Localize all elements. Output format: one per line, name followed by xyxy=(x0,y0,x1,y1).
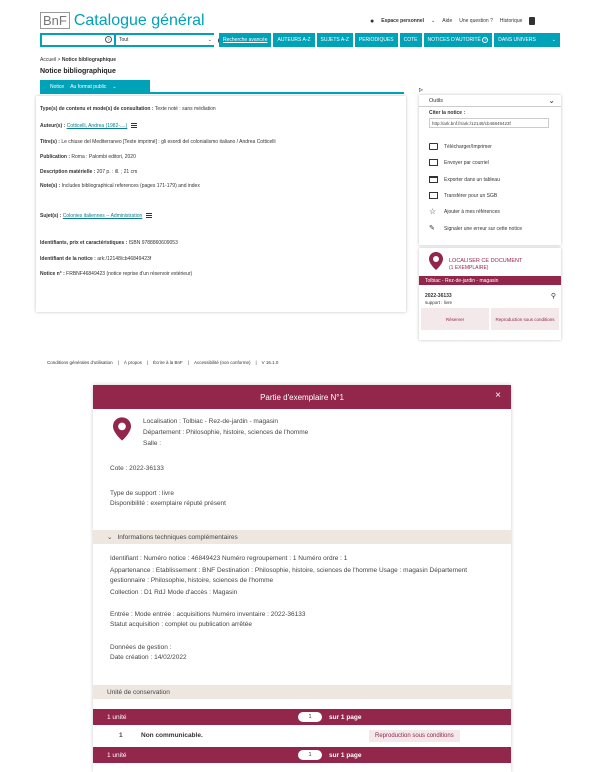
row-status: Non communicable. xyxy=(141,732,203,739)
chevron-down-icon: ⌄ xyxy=(551,37,556,43)
user-search-icon[interactable]: ⚲ xyxy=(550,293,556,300)
chevron-down-icon: ⌄ xyxy=(548,96,555,105)
location-pin-icon xyxy=(113,417,131,443)
localiser-actions xyxy=(419,308,561,330)
search-bar xyxy=(40,33,214,47)
close-icon[interactable]: × xyxy=(495,390,501,401)
record-type: Type(s) de contenu et mode(s) de consultation : Texte noté : sans médiation xyxy=(40,106,216,112)
page-title: Notice bibliographique xyxy=(40,68,116,75)
info-tech-toggle[interactable] xyxy=(93,530,511,544)
aide-link[interactable]: Aide xyxy=(442,18,453,24)
record-panel xyxy=(36,96,406,312)
exemplaire-modal xyxy=(93,385,511,772)
footer-apropos-link[interactable]: À propos xyxy=(123,360,142,365)
modal-localisation: Localisation : Tolbiac - Rez-de-jardin - magasin xyxy=(143,418,278,425)
auteur-link[interactable]: Cotticelli, Andrea (1982-....) xyxy=(66,123,128,129)
localiser-location-bar: Tolbiac - Rez-de-jardin - magasin xyxy=(419,276,561,285)
footer-separator: | xyxy=(146,360,149,365)
footer-separator: | xyxy=(255,360,257,365)
unite-conservation-bar xyxy=(93,685,511,699)
pencil-icon: ✎ xyxy=(429,225,435,232)
top-links xyxy=(370,17,535,25)
record-tabs xyxy=(40,80,402,93)
search-scope-value: Tout xyxy=(119,37,129,43)
list-icon[interactable] xyxy=(146,213,152,218)
tool-report[interactable] xyxy=(429,225,522,232)
nav-periodiques[interactable] xyxy=(355,33,398,47)
footer-contact-link[interactable]: Écrire à la BnF xyxy=(153,360,183,365)
question-link[interactable]: Une question ? xyxy=(459,18,493,24)
search-input[interactable] xyxy=(42,35,114,45)
nav-notices-autorite[interactable] xyxy=(424,33,493,47)
record-description: Description matérielle : 207 p. : ill. ; 21 cm xyxy=(40,169,138,175)
reproduction-button[interactable]: Reproduction sous conditions xyxy=(491,308,559,330)
pagination-bar-bottom xyxy=(93,747,511,763)
nav-label: NOTICES D'AUTORITÉ xyxy=(427,37,481,43)
help-circle-icon[interactable]: ? xyxy=(105,36,112,43)
chevron-down-icon: ⌄ xyxy=(107,534,113,541)
search-scope-select[interactable] xyxy=(116,35,228,45)
record-publication: Publication : Roma : Palombi editori, 2020 xyxy=(40,154,136,160)
record-notes: Note(s) : Includes bibliographical references (pages 171-179) and index xyxy=(40,183,200,189)
bnf-logo[interactable] xyxy=(40,12,205,30)
record-ident-notice: Identifiant de la notice : ark:/12148/cb46849423f xyxy=(40,256,152,262)
tool-label: Transférer pour un SGB xyxy=(444,192,498,199)
historique-link[interactable]: Historique xyxy=(499,18,523,24)
tools-title: Outils xyxy=(429,97,444,104)
info-tech-label: Informations techniques complémentaires xyxy=(117,533,238,541)
main-nav xyxy=(219,33,560,47)
logo-bnf: BnF xyxy=(40,12,70,29)
record-sujets: Sujet(s) : Colonies italiennes -- Administration xyxy=(40,213,152,219)
printer-icon xyxy=(429,143,438,150)
modal-entree: Entrée : Mode entrée : acquisitions Numéro inventaire : 2022-36133 xyxy=(110,611,306,618)
record-identifiants: Identifiants, prix et caractéristiques : ISBN 9788860609053 xyxy=(40,240,178,246)
nav-sujets[interactable] xyxy=(317,33,353,47)
logo-title: Catalogue général xyxy=(73,12,205,29)
record-titre: Titre(s) : Le chiuse del Mediterraneo [Texte imprimé] : gli esordi del colonialismo italiano / Andrea Cotticelli xyxy=(40,139,276,145)
page-total: sur 1 page xyxy=(329,751,362,759)
tab-notice-label: Notice xyxy=(50,83,65,90)
modal-salle: Salle : xyxy=(143,440,162,447)
tool-label: Envoyer par courriel xyxy=(444,159,489,166)
page-total: sur 1 page xyxy=(329,713,362,721)
modal-type-support: Type de support : livre xyxy=(110,490,174,497)
chevron-down-icon: ⌄ xyxy=(207,37,212,43)
row-number: 1 xyxy=(119,732,123,739)
nav-dans-univers[interactable] xyxy=(494,33,560,47)
row-reproduction-button[interactable]: Reproduction sous conditions xyxy=(369,730,460,742)
modal-donnees: Données de gestion : xyxy=(110,644,172,651)
footer-separator: | xyxy=(187,360,189,365)
cite-label: Citer la notice : xyxy=(429,110,466,116)
chevron-down-icon[interactable]: ⌄ xyxy=(431,18,436,24)
list-icon[interactable] xyxy=(131,123,137,128)
panel-toggle-icon[interactable]: ▹ xyxy=(419,85,424,94)
breadcrumb-current: Notice bibliographique xyxy=(61,57,116,63)
breadcrumb-home[interactable]: Accueil xyxy=(40,57,57,63)
modal-ident-line1: Identifiant : Numéro notice : 46849423 Numéro regroupement : 1 Numéro ordre : 1 xyxy=(110,555,348,562)
unite-count: 1 unité xyxy=(107,751,127,759)
footer-separator: | xyxy=(117,360,119,365)
breadcrumb: Accueil > Notice bibliographique xyxy=(40,57,116,63)
modal-title: Partie d'exemplaire N°1 xyxy=(260,392,344,402)
modal-disponibilite: Disponibilité : exemplaire réputé présent xyxy=(110,500,226,507)
footer-cgu-link[interactable]: Conditions générales d'utilisation xyxy=(47,360,113,365)
localiser-cote: 2022-36133 xyxy=(425,293,452,299)
tools-header[interactable] xyxy=(419,95,561,107)
record-notice-no: Notice n° : FRBNF46849423 (notice reprise d'un réservoir extérieur) xyxy=(40,271,193,277)
tab-format-label[interactable]: Au format public xyxy=(70,83,107,90)
tool-export[interactable] xyxy=(429,176,500,183)
tool-label: Télécharger/Imprimer xyxy=(444,143,492,150)
sujet-link[interactable]: Colonies italiennes -- Administration xyxy=(62,213,143,219)
unite-count: 1 unité xyxy=(107,713,127,721)
nav-label: AUTEURS A-Z xyxy=(277,37,311,43)
tool-add-ref[interactable] xyxy=(429,208,500,215)
nav-label: DANS UNIVERS xyxy=(498,37,536,43)
tool-transfer[interactable] xyxy=(429,192,497,199)
pagination-bar-top xyxy=(93,709,511,725)
nav-label: Recherche avancée xyxy=(223,37,268,43)
nav-recherche-avancee[interactable] xyxy=(219,33,271,47)
tool-label: Signaler une erreur sur cette notice xyxy=(444,225,523,232)
nav-auteurs[interactable] xyxy=(273,33,314,47)
tool-label: Exporter dans un tableau xyxy=(444,176,500,183)
tool-email[interactable] xyxy=(429,159,489,166)
modal-header xyxy=(93,385,511,409)
tool-label: Ajouter à mes références xyxy=(444,208,500,215)
user-icon[interactable]: ● xyxy=(370,17,375,25)
modal-ident-line4: Collection : D1 RdJ Mode d'accès : Magasin xyxy=(110,589,238,596)
page-input[interactable]: 1 xyxy=(298,750,322,760)
tools-panel xyxy=(419,95,561,245)
espace-personnel-link[interactable]: Espace personnel xyxy=(381,18,425,24)
help-circle-icon: ? xyxy=(484,37,487,42)
tab-underline xyxy=(40,92,404,94)
star-icon: ☆ xyxy=(429,207,437,216)
basket-icon[interactable] xyxy=(529,17,535,25)
table-icon xyxy=(429,176,438,183)
footer xyxy=(47,360,278,365)
mail-icon xyxy=(429,159,438,166)
localiser-title: LOCALISER CE DOCUMENT xyxy=(449,258,523,264)
modal-departement: Département : Philosophie, histoire, sciences de l'homme xyxy=(143,429,309,436)
chevron-down-icon: ⌄ xyxy=(112,83,117,90)
table-row xyxy=(93,729,511,743)
location-pin-icon xyxy=(429,252,443,272)
unite-conservation-label: Unité de conservation xyxy=(107,688,170,696)
transfer-icon xyxy=(429,192,438,199)
footer-version: V 16.1.0 xyxy=(261,360,279,365)
localiser-panel xyxy=(419,248,561,340)
modal-ident-line2: Appartenance : Etablissement : BNF Destination : Philosophie, histoire, sciences de l'homme Usage : magasin Département xyxy=(110,567,468,574)
modal-ident-line3: gestionnaire : Philosophie, histoire, sciences de l'homme xyxy=(110,577,274,584)
nav-label: PERIODIQUES xyxy=(358,37,394,43)
nav-label: COTE xyxy=(403,37,418,43)
modal-statut: Statut acquisition : complet ou publication arrêtée xyxy=(110,621,253,628)
nav-cote[interactable] xyxy=(400,33,422,47)
localiser-subtitle: (1 EXEMPLAIRE) xyxy=(449,265,489,271)
localiser-support: support : livre xyxy=(425,300,453,305)
nav-label: SUJETS A-Z xyxy=(320,37,349,43)
record-auteur: Auteur(s) : Cotticelli, Andrea (1982-....) xyxy=(40,123,137,129)
modal-date-creation: Date création : 14/02/2022 xyxy=(110,654,187,661)
cite-url-field[interactable]: http://ark.bnf.fr/ark:/12148/cb46849423f xyxy=(429,118,549,128)
tool-print[interactable] xyxy=(429,143,492,150)
reserver-button[interactable]: Réserver xyxy=(421,308,489,330)
modal-cote: Cote : 2022-36133 xyxy=(110,465,164,472)
footer-accessibilite-link[interactable]: Accessibilité (non conforme) xyxy=(193,360,251,365)
page-input[interactable]: 1 xyxy=(298,712,322,722)
